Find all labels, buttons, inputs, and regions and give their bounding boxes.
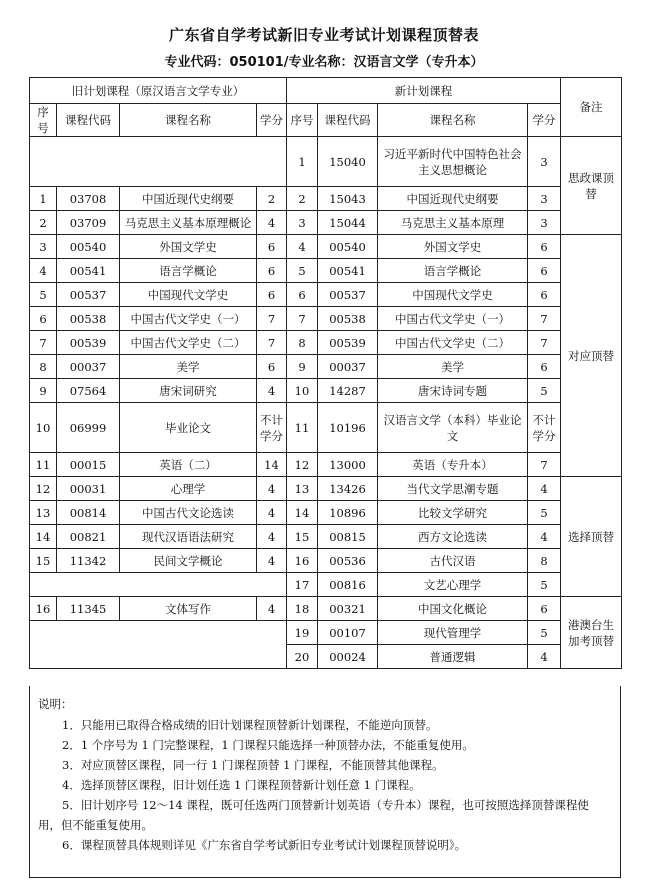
note-item: 3．对应顶替区课程，同一行 1 门课程顶替 1 门课程，不能顶替其他课程。 bbox=[62, 758, 444, 772]
old-seq-cell: 10 bbox=[30, 403, 57, 453]
note-item: 1．只能用已取得合格成绩的旧计划课程顶替新计划课程，不能逆向顶替。 bbox=[62, 718, 438, 732]
new-code-cell: 00537 bbox=[318, 283, 378, 307]
old-code-cell: 00037 bbox=[57, 355, 120, 379]
document-subtitle: 专业代码：050101/专业名称：汉语言文学（专升本） bbox=[164, 55, 484, 70]
old-credit-cell: 不计学分 bbox=[257, 403, 287, 453]
old-seq-cell: 3 bbox=[30, 235, 57, 259]
new-seq-cell: 6 bbox=[287, 283, 318, 307]
old-seq-cell: 11 bbox=[30, 453, 57, 477]
new-credit-cell: 4 bbox=[528, 645, 561, 669]
old-seq-cell: 5 bbox=[30, 283, 57, 307]
new-credit-cell: 7 bbox=[528, 307, 561, 331]
new-credit-cell: 3 bbox=[528, 211, 561, 235]
new-seq-cell: 14 bbox=[287, 501, 318, 525]
new-name-cell: 习近平新时代中国特色社会主义思想概论 bbox=[378, 137, 528, 187]
new-name-cell: 美学 bbox=[378, 355, 528, 379]
new-credit-cell: 4 bbox=[528, 525, 561, 549]
new-name-cell: 比较文学研究 bbox=[378, 501, 528, 525]
table-row bbox=[30, 355, 622, 379]
old-name-cell: 中国近现代史纲要 bbox=[120, 187, 257, 211]
new-code-cell: 00538 bbox=[318, 307, 378, 331]
old-credit-cell: 4 bbox=[257, 525, 287, 549]
new-code-cell: 15043 bbox=[318, 187, 378, 211]
new-seq-cell: 7 bbox=[287, 307, 318, 331]
old-seq-header: 序号 bbox=[30, 104, 57, 137]
old-seq-cell: 4 bbox=[30, 259, 57, 283]
old-seq-cell: 1 bbox=[30, 187, 57, 211]
old-seq-cell: 7 bbox=[30, 331, 57, 355]
old-seq-cell: 14 bbox=[30, 525, 57, 549]
new-name-header: 课程名称 bbox=[378, 104, 528, 137]
new-code-cell: 00536 bbox=[318, 549, 378, 573]
new-seq-cell: 17 bbox=[287, 573, 318, 597]
old-credit-cell: 14 bbox=[257, 453, 287, 477]
old-empty-cell bbox=[30, 573, 287, 597]
new-seq-cell: 9 bbox=[287, 355, 318, 379]
old-code-cell: 00821 bbox=[57, 525, 120, 549]
new-credit-cell: 4 bbox=[528, 477, 561, 501]
new-seq-cell: 12 bbox=[287, 453, 318, 477]
old-empty-cell bbox=[30, 621, 287, 669]
new-seq-cell: 3 bbox=[287, 211, 318, 235]
old-credit-cell: 2 bbox=[257, 187, 287, 211]
table-row bbox=[30, 379, 622, 403]
new-credit-cell: 6 bbox=[528, 259, 561, 283]
remark-header: 备注 bbox=[561, 78, 622, 137]
new-code-cell: 00816 bbox=[318, 573, 378, 597]
old-code-cell: 06999 bbox=[57, 403, 120, 453]
new-name-cell: 中国近现代史纲要 bbox=[378, 187, 528, 211]
old-code-cell: 00541 bbox=[57, 259, 120, 283]
new-credit-cell: 5 bbox=[528, 379, 561, 403]
new-seq-cell: 4 bbox=[287, 235, 318, 259]
old-credit-cell: 4 bbox=[257, 211, 287, 235]
old-name-cell: 美学 bbox=[120, 355, 257, 379]
table-row bbox=[30, 259, 622, 283]
old-name-cell: 心理学 bbox=[120, 477, 257, 501]
new-code-cell: 00024 bbox=[318, 645, 378, 669]
old-name-header: 课程名称 bbox=[120, 104, 257, 137]
new-code-cell: 00321 bbox=[318, 597, 378, 621]
new-credit-cell: 3 bbox=[528, 187, 561, 211]
old-seq-cell: 12 bbox=[30, 477, 57, 501]
old-credit-cell: 6 bbox=[257, 355, 287, 379]
old-code-cell: 00539 bbox=[57, 331, 120, 355]
new-name-cell: 中国古代文学史（一） bbox=[378, 307, 528, 331]
table-row bbox=[30, 621, 622, 645]
old-code-cell: 00015 bbox=[57, 453, 120, 477]
old-seq-cell: 15 bbox=[30, 549, 57, 573]
new-name-cell: 外国文学史 bbox=[378, 235, 528, 259]
table-row bbox=[30, 331, 622, 355]
new-seq-cell: 1 bbox=[287, 137, 318, 187]
new-code-cell: 13426 bbox=[318, 477, 378, 501]
new-credit-cell: 6 bbox=[528, 597, 561, 621]
new-credit-header: 学分 bbox=[528, 104, 561, 137]
table-row bbox=[30, 235, 622, 259]
new-code-cell: 10896 bbox=[318, 501, 378, 525]
new-name-cell: 唐宋诗词专题 bbox=[378, 379, 528, 403]
table-row bbox=[30, 573, 622, 597]
new-seq-cell: 5 bbox=[287, 259, 318, 283]
old-code-cell: 00537 bbox=[57, 283, 120, 307]
new-code-header: 课程代码 bbox=[318, 104, 378, 137]
old-credit-cell: 6 bbox=[257, 235, 287, 259]
new-seq-cell: 19 bbox=[287, 621, 318, 645]
old-credit-cell: 7 bbox=[257, 307, 287, 331]
old-code-cell: 11345 bbox=[57, 597, 120, 621]
new-seq-cell: 13 bbox=[287, 477, 318, 501]
remark-group-3: 选择顶替 bbox=[561, 477, 622, 597]
new-credit-cell: 5 bbox=[528, 501, 561, 525]
old-code-cell: 00031 bbox=[57, 477, 120, 501]
old-code-cell: 03709 bbox=[57, 211, 120, 235]
old-name-cell: 马克思主义基本原理概论 bbox=[120, 211, 257, 235]
course-substitution-table bbox=[29, 77, 622, 669]
new-name-cell: 西方文论选读 bbox=[378, 525, 528, 549]
new-credit-cell: 6 bbox=[528, 283, 561, 307]
new-name-cell: 马克思主义基本原理 bbox=[378, 211, 528, 235]
new-name-cell: 英语（专升本） bbox=[378, 453, 528, 477]
old-credit-cell: 4 bbox=[257, 477, 287, 501]
old-seq-cell: 2 bbox=[30, 211, 57, 235]
old-code-cell: 00538 bbox=[57, 307, 120, 331]
new-name-cell: 中国现代文学史 bbox=[378, 283, 528, 307]
new-name-cell: 中国古代文学史（二） bbox=[378, 331, 528, 355]
note-item: 4．选择顶替区课程，旧计划任选 1 门课程顶替新计划任意 1 门课程。 bbox=[62, 778, 421, 792]
notes-heading: 说明： bbox=[38, 697, 73, 711]
remark-group-1: 思政课顶替 bbox=[561, 137, 622, 235]
new-seq-cell: 16 bbox=[287, 549, 318, 573]
old-name-cell: 外国文学史 bbox=[120, 235, 257, 259]
table-row bbox=[30, 403, 622, 453]
old-credit-cell: 4 bbox=[257, 549, 287, 573]
new-seq-header: 序号 bbox=[287, 104, 318, 137]
old-code-cell: 00540 bbox=[57, 235, 120, 259]
old-name-cell: 中国现代文学史 bbox=[120, 283, 257, 307]
table-row bbox=[30, 597, 622, 621]
old-name-cell: 中国古代文学史（一） bbox=[120, 307, 257, 331]
new-seq-cell: 2 bbox=[287, 187, 318, 211]
old-credit-cell: 6 bbox=[257, 283, 287, 307]
old-name-cell: 英语（二） bbox=[120, 453, 257, 477]
table-row bbox=[30, 453, 622, 477]
table-row bbox=[30, 187, 622, 211]
old-code-cell: 07564 bbox=[57, 379, 120, 403]
table-row bbox=[30, 477, 622, 501]
remark-group-2: 对应顶替 bbox=[561, 235, 622, 477]
new-credit-cell: 不计学分 bbox=[528, 403, 561, 453]
new-credit-cell: 7 bbox=[528, 453, 561, 477]
old-credit-cell: 4 bbox=[257, 501, 287, 525]
old-seq-cell: 8 bbox=[30, 355, 57, 379]
new-code-cell: 15044 bbox=[318, 211, 378, 235]
new-credit-cell: 8 bbox=[528, 549, 561, 573]
new-credit-cell: 5 bbox=[528, 621, 561, 645]
new-code-cell: 15040 bbox=[318, 137, 378, 187]
old-name-cell: 毕业论文 bbox=[120, 403, 257, 453]
old-name-cell: 唐宋词研究 bbox=[120, 379, 257, 403]
old-credit-cell: 6 bbox=[257, 259, 287, 283]
old-name-cell: 民间文学概论 bbox=[120, 549, 257, 573]
old-credit-cell: 7 bbox=[257, 331, 287, 355]
new-code-cell: 00541 bbox=[318, 259, 378, 283]
old-plan-header: 旧计划课程（原汉语言文学专业） bbox=[30, 78, 287, 104]
note-item: 6．课程顶替具体规则详见《广东省自学考试新旧专业考试计划课程顶替说明》。 bbox=[62, 838, 467, 852]
old-seq-cell: 6 bbox=[30, 307, 57, 331]
new-code-cell: 10196 bbox=[318, 403, 378, 453]
table-row bbox=[30, 307, 622, 331]
old-seq-cell: 13 bbox=[30, 501, 57, 525]
old-name-cell: 语言学概论 bbox=[120, 259, 257, 283]
new-code-cell: 00107 bbox=[318, 621, 378, 645]
new-name-cell: 当代文学思潮专题 bbox=[378, 477, 528, 501]
new-seq-cell: 18 bbox=[287, 597, 318, 621]
note-item: 5．旧计划序号 12～14 课程，既可任选两门顶替新计划英语（专升本）课程，也可按照选择顶替课程使用，但不能重复使用。 bbox=[38, 798, 589, 832]
new-seq-cell: 8 bbox=[287, 331, 318, 355]
new-code-cell: 13000 bbox=[318, 453, 378, 477]
old-name-cell: 现代汉语语法研究 bbox=[120, 525, 257, 549]
new-code-cell: 14287 bbox=[318, 379, 378, 403]
table-row bbox=[30, 501, 622, 525]
new-credit-cell: 6 bbox=[528, 235, 561, 259]
old-seq-cell: 16 bbox=[30, 597, 57, 621]
new-code-cell: 00540 bbox=[318, 235, 378, 259]
old-credit-cell: 4 bbox=[257, 379, 287, 403]
new-name-cell: 古代汉语 bbox=[378, 549, 528, 573]
new-credit-cell: 7 bbox=[528, 331, 561, 355]
new-code-cell: 00037 bbox=[318, 355, 378, 379]
old-name-cell: 文体写作 bbox=[120, 597, 257, 621]
new-name-cell: 文艺心理学 bbox=[378, 573, 528, 597]
table-row bbox=[30, 283, 622, 307]
new-credit-cell: 5 bbox=[528, 573, 561, 597]
new-name-cell: 汉语言文学（本科）毕业论文 bbox=[378, 403, 528, 453]
remark-group-4: 港澳台生加考顶替 bbox=[561, 597, 622, 669]
table-row bbox=[30, 525, 622, 549]
note-item: 2．1 个序号为 1 门完整课程，1 门课程只能选择一种顶替办法，不能重复使用。 bbox=[62, 738, 474, 752]
notes-section bbox=[29, 686, 621, 878]
table-row bbox=[30, 549, 622, 573]
new-seq-cell: 10 bbox=[287, 379, 318, 403]
old-credit-cell: 4 bbox=[257, 597, 287, 621]
new-credit-cell: 6 bbox=[528, 355, 561, 379]
new-seq-cell: 11 bbox=[287, 403, 318, 453]
old-code-cell: 03708 bbox=[57, 187, 120, 211]
new-credit-cell: 3 bbox=[528, 137, 561, 187]
new-code-cell: 00815 bbox=[318, 525, 378, 549]
old-credit-header: 学分 bbox=[257, 104, 287, 137]
old-code-cell: 11342 bbox=[57, 549, 120, 573]
new-name-cell: 语言学概论 bbox=[378, 259, 528, 283]
new-name-cell: 中国文化概论 bbox=[378, 597, 528, 621]
new-code-cell: 00539 bbox=[318, 331, 378, 355]
old-seq-cell: 9 bbox=[30, 379, 57, 403]
table-row bbox=[30, 137, 622, 187]
table-row bbox=[30, 211, 622, 235]
new-seq-cell: 20 bbox=[287, 645, 318, 669]
old-code-cell: 00814 bbox=[57, 501, 120, 525]
old-name-cell: 中国古代文论选读 bbox=[120, 501, 257, 525]
old-empty-cell bbox=[30, 137, 287, 187]
old-name-cell: 中国古代文学史（二） bbox=[120, 331, 257, 355]
new-name-cell: 现代管理学 bbox=[378, 621, 528, 645]
new-seq-cell: 15 bbox=[287, 525, 318, 549]
old-code-header: 课程代码 bbox=[57, 104, 120, 137]
new-name-cell: 普通逻辑 bbox=[378, 645, 528, 669]
document-title: 广东省自学考试新旧专业考试计划课程顶替表 bbox=[168, 26, 479, 44]
new-plan-header: 新计划课程 bbox=[287, 78, 561, 104]
